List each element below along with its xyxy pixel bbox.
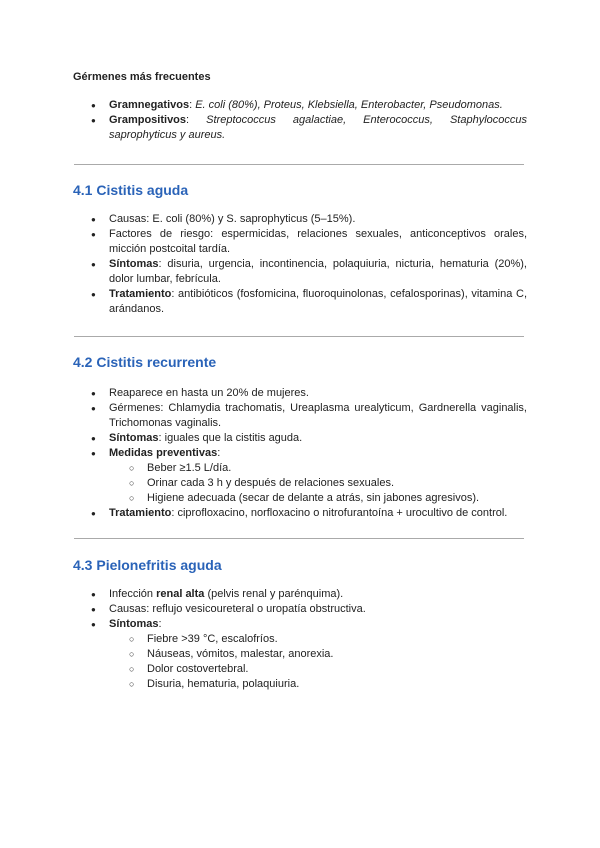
gramneg-text: E. coli (80%), Proteus, Klebsiella, Enterobacter, Pseudomonas. bbox=[195, 99, 503, 111]
sub-list-item: ○ Fiebre >39 °C, escalofríos. bbox=[109, 632, 527, 647]
list-item: ● Causas: reflujo vesicoureteral o uropatía obstructiva. bbox=[91, 602, 527, 617]
list-item bbox=[91, 287, 527, 317]
sub-list-item: ○ Disuria, hematuria, polaquiuria. bbox=[109, 677, 527, 692]
grampos-text: Streptococcus agalactiae, Enterococcus, Staphylococcus saprophyticus y aureus. bbox=[109, 114, 527, 141]
list-item bbox=[91, 506, 527, 521]
list-item: ● Gramnegativos: E. coli (80%), Proteus, Klebsiella, Enterobacter, Pseudomonas. bbox=[91, 98, 527, 113]
tratamiento-label: Tratamiento bbox=[109, 507, 172, 519]
sintomas-sublist bbox=[109, 632, 527, 692]
list-item bbox=[91, 431, 527, 446]
divider bbox=[74, 336, 524, 337]
sintomas-text: : iguales que la cistitis aguda. bbox=[158, 432, 303, 444]
tratamiento-label: Tratamiento bbox=[109, 288, 172, 300]
sub-list-item: ○ Náuseas, vómitos, malestar, anorexia. bbox=[109, 647, 527, 662]
list-item: ● Reaparece en hasta un 20% de mujeres. bbox=[91, 386, 527, 401]
divider bbox=[74, 164, 524, 165]
gramneg-label: Gramnegativos bbox=[109, 99, 190, 111]
section-title-cistitis-aguda: 4.1 Cistitis aguda bbox=[73, 182, 189, 198]
divider bbox=[74, 538, 524, 539]
section-title-pielonefritis: 4.3 Pielonefritis aguda bbox=[73, 557, 222, 573]
grampos-label: Grampositivos bbox=[109, 114, 187, 126]
sub-list-item: ○ Dolor costovertebral. bbox=[109, 662, 527, 677]
cistitis-list bbox=[91, 212, 527, 317]
tratamiento-text: : ciprofloxacino, norfloxacino o nitrofurantoína + urocultivo de control. bbox=[171, 507, 508, 519]
list-item bbox=[91, 257, 527, 287]
tratamiento-text: : antibióticos (fosfomicina, fluoroquinolonas, cefalosporinas), vitamina C, arándanos. bbox=[109, 288, 527, 315]
list-item: ● Factores de riesgo: espermicidas, relaciones sexuales, anticonceptivos orales, micción postcoital tardía. bbox=[91, 227, 527, 257]
sub-list-item: ○ Higiene adecuada (secar de delante a atrás, sin jabones agresivos). bbox=[109, 491, 527, 506]
pielo-list bbox=[91, 587, 527, 692]
sub-list-item: ○ Beber ≥1.5 L/día. bbox=[109, 461, 527, 476]
sintomas-text: : disuria, urgencia, incontinencia, polaquiuria, nicturia, hematuria (20%), dolor lumbar, febrícula. bbox=[109, 258, 527, 285]
list-item: ● Causas: E. coli (80%) y S. saprophyticus (5–15%). bbox=[91, 212, 527, 227]
sub-list-item: ○ Orinar cada 3 h y después de relaciones sexuales. bbox=[109, 476, 527, 491]
germenes-heading: Gérmenes más frecuentes bbox=[73, 71, 211, 83]
recurrente-list bbox=[91, 386, 527, 521]
sintomas-label: Síntomas bbox=[109, 258, 159, 270]
germenes-list bbox=[91, 98, 527, 143]
list-item bbox=[91, 617, 527, 692]
list-item bbox=[91, 446, 527, 506]
list-item: ● Grampositivos: Streptococcus agalactiae, Enterococcus, Staphylococcus saprophyticus y aureus. bbox=[91, 113, 527, 143]
sintomas-label: Síntomas bbox=[109, 432, 159, 444]
infeccion-bold: renal alta bbox=[156, 588, 205, 600]
section-title-cistitis-recurrente: 4.2 Cistitis recurrente bbox=[73, 354, 217, 370]
medidas-label: Medidas preventivas bbox=[109, 447, 218, 459]
medidas-sublist bbox=[109, 461, 527, 506]
infeccion-pre: Infección bbox=[109, 588, 157, 600]
list-item bbox=[91, 587, 527, 602]
list-item: ● Gérmenes: Chlamydia trachomatis, Ureaplasma urealyticum, Gardnerella vaginalis, Trichomonas vaginalis. bbox=[91, 401, 527, 431]
infeccion-post: (pelvis renal y parénquima). bbox=[204, 588, 344, 600]
medidas-colon: : bbox=[217, 447, 221, 459]
sintomas-label: Síntomas bbox=[109, 618, 159, 630]
sintomas-colon: : bbox=[158, 618, 162, 630]
